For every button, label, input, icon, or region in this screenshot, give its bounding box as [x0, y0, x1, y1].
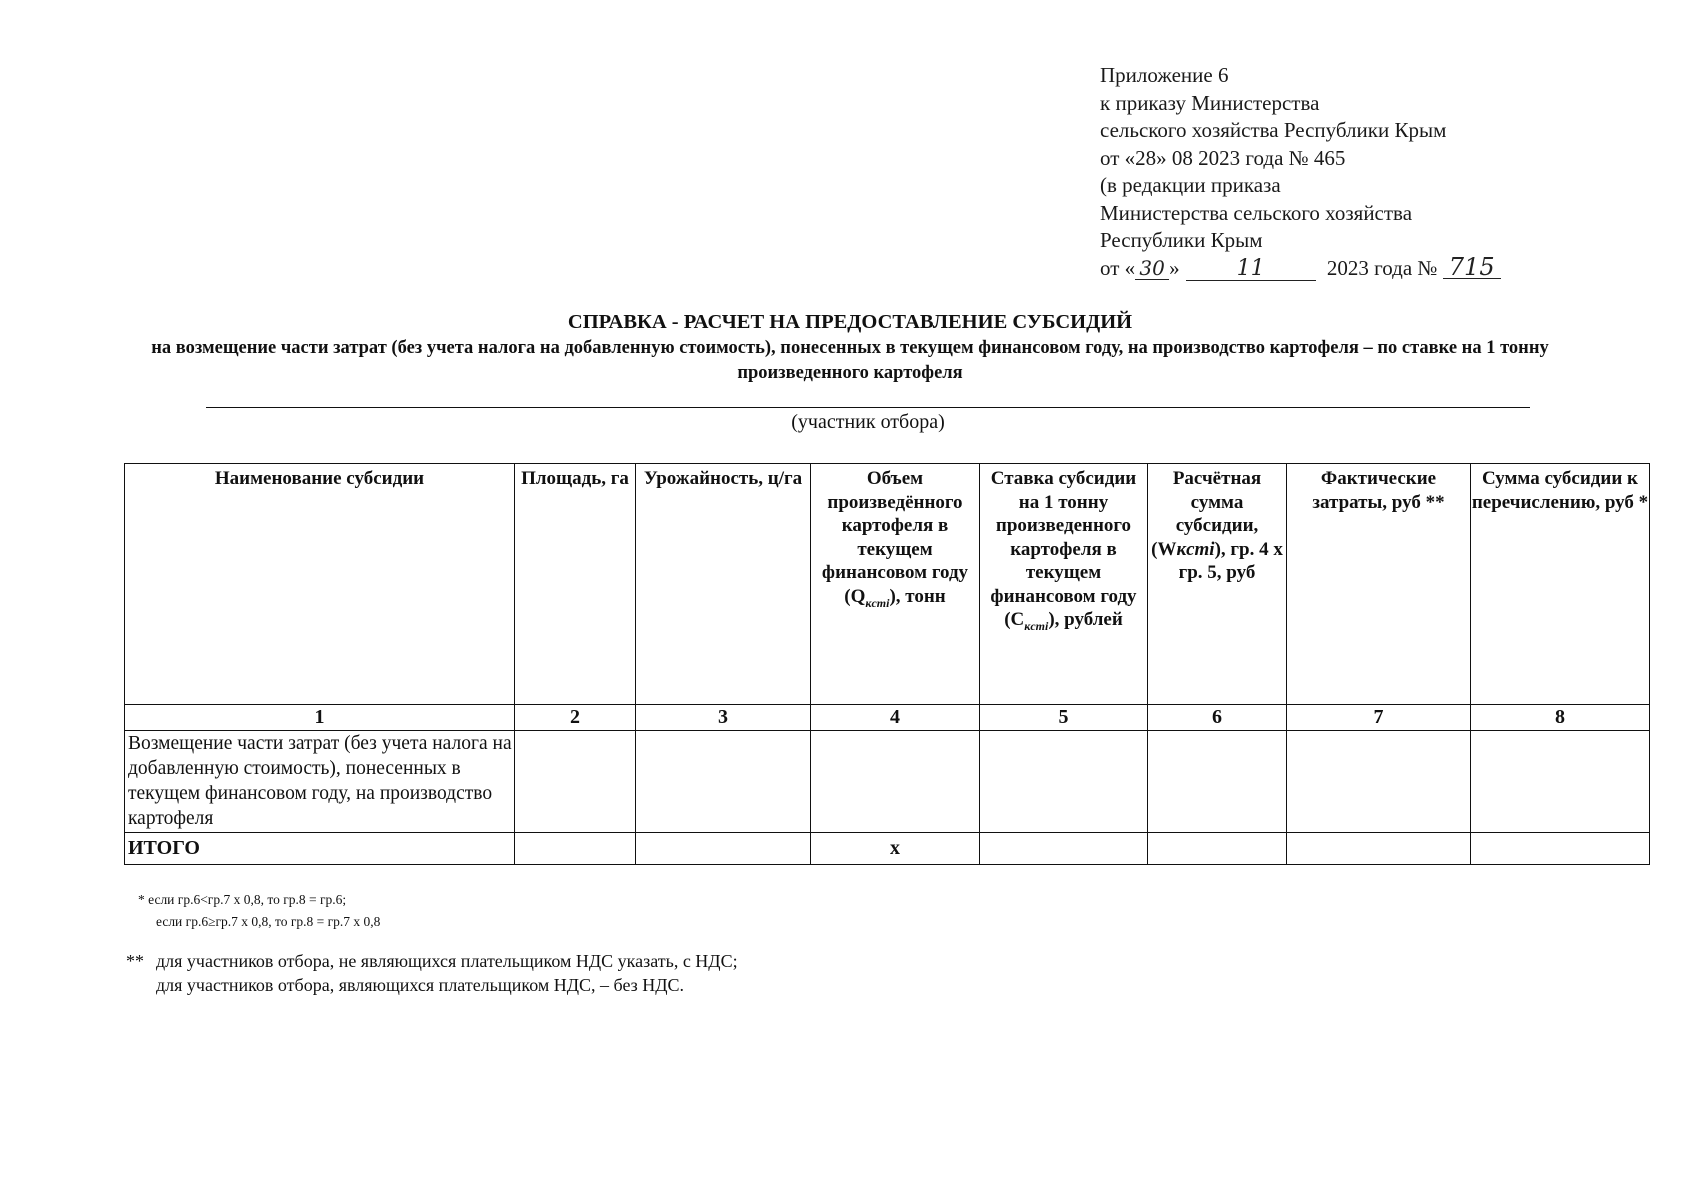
handwritten-order-number: 715: [1443, 256, 1501, 279]
header-sum-to-transfer: Сумма субсидии к перечислению, руб *: [1471, 464, 1650, 705]
header-rate: Ставка субсидии на 1 тонну произведенного картофеля в текущем финансовом году $(C_{кcmi})$, рублей: [980, 464, 1148, 705]
table-header-row: [125, 464, 1650, 705]
handwritten-day: 30: [1135, 257, 1169, 280]
cell-actual-costs: [1287, 731, 1471, 833]
total-volume-x: х: [811, 833, 980, 865]
appendix-line: сельского хозяйства Республики Крым: [1100, 118, 1447, 142]
header-calculated-sum: Расчётная сумма субсидии, (Wкcmi), гр. 4 х гр. 5, руб: [1148, 464, 1287, 705]
cell-sum-to-transfer: [1471, 731, 1650, 833]
table-row: [125, 731, 1650, 833]
footnote-double-star: [126, 949, 738, 997]
document-title: СПРАВКА - РАСЧЕТ НА ПРЕДОСТАВЛЕНИЕ СУБСИДИЙ: [567, 311, 1133, 333]
row-subsidy-name: Возмещение части затрат (без учета налога на добавленную стоимость), понесенных в текущем финансовом году, на производство картофеля: [125, 731, 515, 833]
column-number: 5: [980, 705, 1148, 731]
participant-fill-line: [206, 407, 1530, 408]
total-row: [125, 833, 1650, 865]
order-date-quote: »: [1169, 255, 1180, 280]
total-cell: [980, 833, 1148, 865]
title-block: [120, 308, 1580, 386]
header-area: Площадь, га: [515, 464, 636, 705]
total-cell: [1471, 833, 1650, 865]
column-number: 7: [1287, 705, 1471, 731]
appendix-line: к приказу Министерства: [1100, 90, 1320, 115]
total-label: ИТОГО: [125, 833, 515, 865]
total-cell: [1287, 833, 1471, 865]
header-actual-costs: Фактические затраты, руб **: [1287, 464, 1471, 705]
column-number: 1: [125, 705, 515, 731]
column-number: 8: [1471, 705, 1650, 731]
order-date-prefix: от «: [1100, 255, 1136, 280]
cell-yield: [636, 731, 811, 833]
cell-volume: [811, 731, 980, 833]
handwritten-month: 11: [1186, 258, 1316, 281]
appendix-order-date-line: [1100, 252, 1540, 283]
header-yield: Урожайность, ц/га: [636, 464, 811, 705]
column-number: 3: [636, 705, 811, 731]
appendix-line: от «28» 08 2023 года № 465: [1100, 145, 1346, 170]
footnote-star-line-1: * если гр.6<гр.7 х 0,8, то гр.8 = гр.6;: [138, 892, 347, 907]
appendix-line: Министерства сельского хозяйства: [1100, 200, 1413, 225]
appendix-block: [1100, 62, 1540, 282]
cell-rate: [980, 731, 1148, 833]
footnote-star: [138, 889, 380, 933]
appendix-line: (в редакции приказа: [1100, 173, 1281, 197]
cell-calculated-sum: [1148, 731, 1287, 833]
column-number: 4: [811, 705, 980, 731]
footnote-double-star-line-2: для участников отбора, являющихся плательщиком НДС, – без НДС.: [156, 975, 685, 995]
document-subtitle: на возмещение части затрат (без учета налога на добавленную стоимость), понесенных в текущем финансовом году, на производство картофеля – по ставке на 1 тонну произведенного картофеля: [151, 338, 1549, 383]
appendix-line: Республики Крым: [1100, 228, 1263, 252]
footnote-double-star-line-1: для участников отбора, не являющихся плательщиком НДС указать, с НДС;: [156, 951, 738, 971]
footnote-double-star-mark: **: [126, 951, 144, 971]
column-number: 2: [515, 705, 636, 731]
participant-caption: (участник отбора): [791, 411, 945, 433]
footnote-star-line-2: если гр.6≥гр.7 х 0,8, то гр.8 = гр.7 х 0,8: [156, 914, 381, 929]
header-volume: Объем произведённого картофеля в текущем финансовом году $(Q_{кcmi})$, тонн: [811, 464, 980, 705]
calculation-table: [124, 463, 1650, 865]
column-number: 6: [1148, 705, 1287, 731]
column-number-row: [125, 705, 1650, 731]
total-cell: [636, 833, 811, 865]
cell-area: [515, 731, 636, 833]
order-year-text: 2023 года №: [1326, 255, 1438, 280]
total-cell: [515, 833, 636, 865]
appendix-line: Приложение 6: [1100, 63, 1229, 87]
total-cell: [1148, 833, 1287, 865]
header-subsidy-name: Наименование субсидии: [125, 464, 515, 705]
